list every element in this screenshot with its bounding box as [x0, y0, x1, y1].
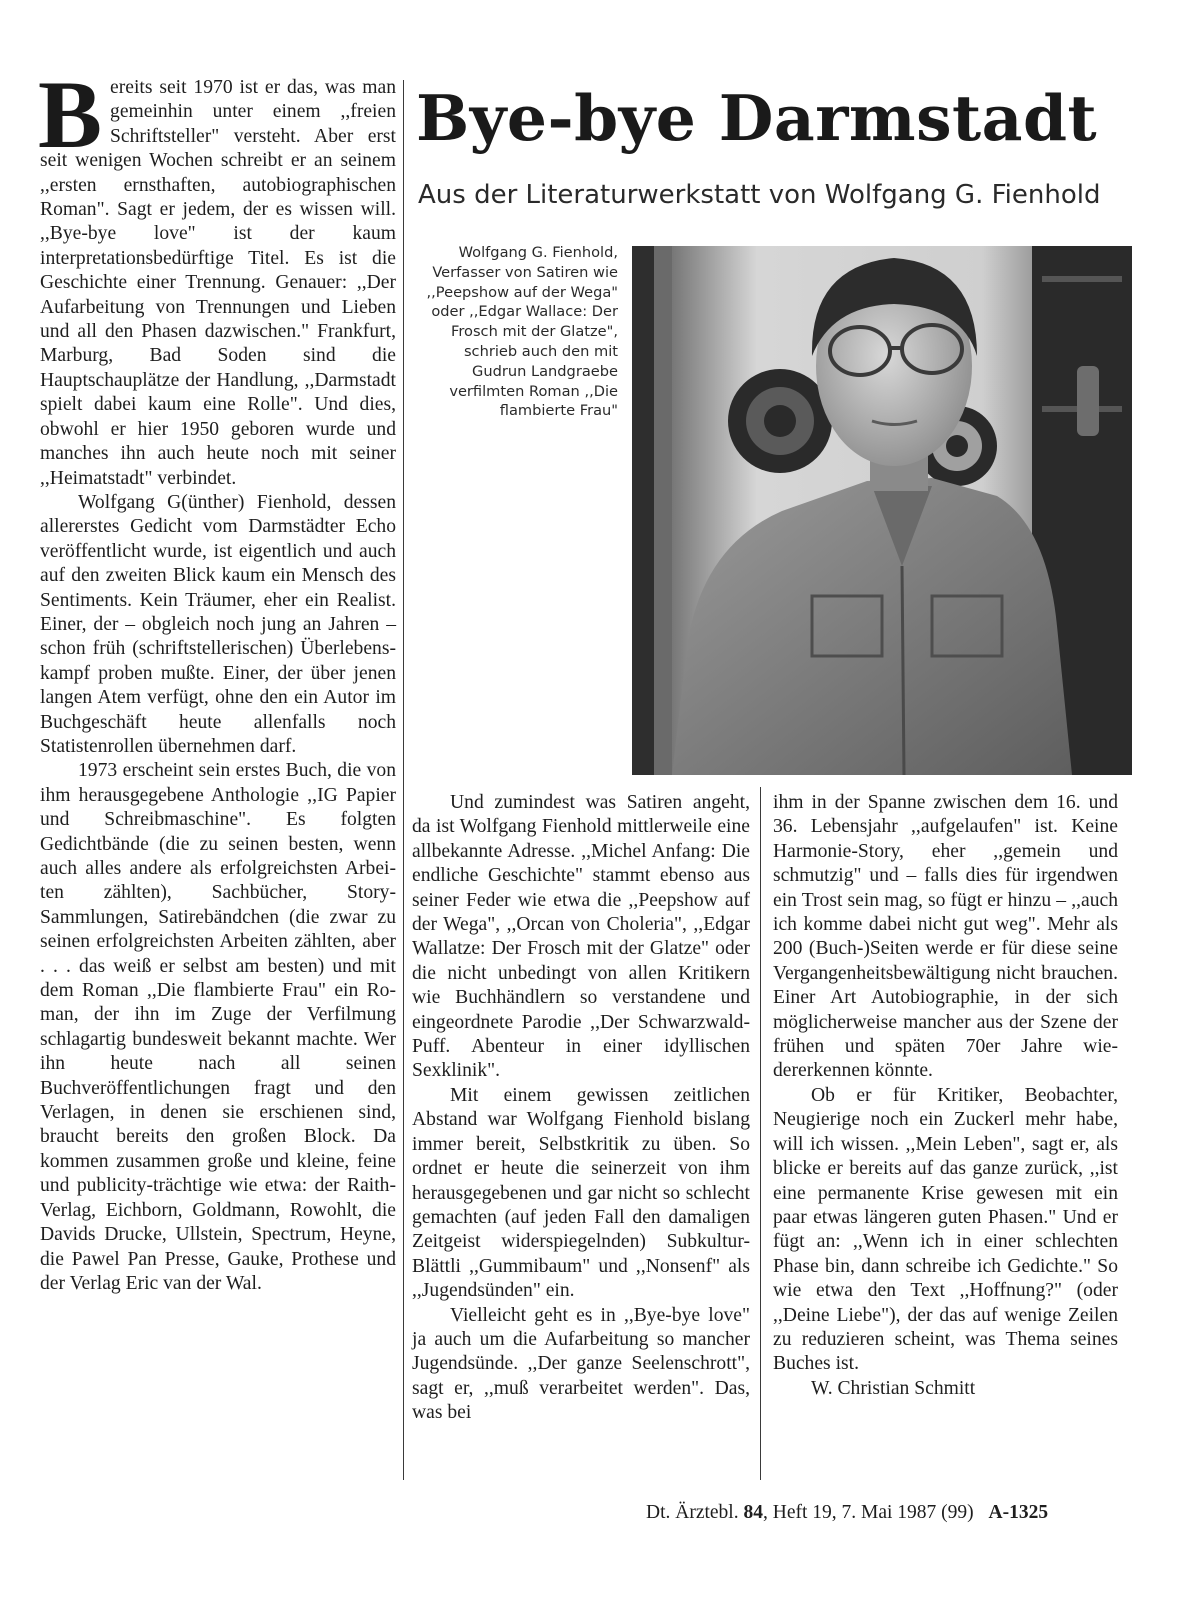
column-divider-rule [760, 787, 761, 1480]
paragraph: ihm in der Spanne zwischen dem 16. und 36. Lebensjahr ,,aufgelaufen" ist. Keine Harmonie-Story, eher ,,gemein und schmutzig" und – falls dies für irgendwen ein Trost sein mag, so fügt er hinzu – ,,auch ich komme dabei nicht gut weg". Mehr als 200 (Buch-)Seiten werde er für diese seine Vergangenheitsbewältigung nicht brauchen. Einer Art Autobiographie, in der sich möglicherweise mancher aus der Szene der frühen und späten 70er Jahre wiedererkennen könnte. [773, 792, 1118, 1082]
photo-caption: Wolfgang G. Fienhold, Verfasser von Satiren wie ,,Peepshow auf der Wega" oder ,,Edgar Wallace: Der Frosch mit der Glatze", schrieb auch den mit Gudrun Landgraebe verfilmten Roman ,,Die flambierte Frau" [426, 244, 618, 420]
drop-cap: B [38, 61, 103, 168]
page-number: A-1325 [988, 1502, 1049, 1523]
article-column-2 [412, 791, 750, 1426]
journal-volume: 84 [743, 1502, 763, 1523]
author-portrait-photo [632, 246, 1132, 775]
column-divider-rule [403, 80, 404, 1480]
paragraph: Wolfgang G(ünther) Fienhold, dessen allererstes Gedicht vom Darmstädter Echo veröffentlicht wurde, ist eigentlich und auch auf den zweiten Blick kaum ein Mensch des Sentiments. Kein Träumer, eher ein Realist. Einer, der – obgleich noch jung an Jahren – schon früh (schriftstellerischen) Überlebenskampf proben mußte. Einer, der über jenen langen Atem verfügt, ohne den ein Autor im Buchgeschäft heute allenfalls noch Statistenrollen übernehmen darf. [40, 491, 396, 757]
paragraph: Vielleicht geht es in ,,Bye-bye love" ja auch um die Aufarbeitung so mancher Jugendsünde. ,,Der ganze Seelenschrott", sagt er, ,,muß verarbeitet werden". Das, was bei [412, 1304, 750, 1424]
author-signature: W. Christian Schmitt [811, 1377, 976, 1399]
page-footer [646, 1501, 1126, 1525]
article-subheadline: Aus der Literaturwerkstatt von Wolfgang G. Fienhold [418, 180, 1101, 210]
paragraph: 1973 erscheint sein erstes Buch, die von ihm herausgegebene Anthologie ,,IG Papier und Schreibmaschine". Es folgten Gedichtbände (die zu seinen besten, wenn auch alles andere als erfolgreichsten Arbeiten zählten), Sachbücher, Story-Sammlungen, Satirebändchen (die zwar zu seinen erfolgreichsten Arbeiten zählten, aber . . . das weiß er selbst am besten) und mit dem Roman ,,Die flambierte Frau" ein Roman, der ihn im Zuge der Verfilmung schlagartig bundesweit bekannt machte. Wer ihn heute nach all seinen Buchveröffentlichungen fragt und den Verlagen, in denen sie erschienen sind, braucht bereits den großen Block. Da kommen zusammen große und kleine, feine und publicity-trächtige wie etwa: der Raith-Verlag, Eichborn, Goldmann, Rowohlt, die Davids Drucke, Ullstein, Spectrum, Heyne, die Pawel Pan Presse, Gauke, Prothese und der Verlag Eric van der Wal. [40, 760, 396, 1294]
article-headline: Bye-bye Darmstadt [416, 81, 1098, 155]
journal-issue: , Heft 19, 7. Mai 1987 (99) [762, 1502, 974, 1523]
article-column-3 [773, 791, 1118, 1401]
paragraph [38, 61, 396, 491]
paragraph: Mit einem gewissen zeitlichen Abstand war Wolfgang Fienhold bislang immer bereit, Selbstkritik zu üben. So ordnet er heute die seinerzeit von ihm herausgegebenen und gar nicht so schlecht gemachten (auf jeden Fall den damaligen Zeitgeist widerspiegelnden) Subkultur-Blättli ,,Gummibaum" und ,,Nonsenf" als ,,Jugendsünden" ein. [412, 1084, 750, 1302]
journal-name: Dt. Ärztebl. [646, 1502, 739, 1523]
paragraph-text: ereits seit 1970 ist er das, was man gemeinhin unter einem ,,freien Schriftsteller" versteht. Aber erst seit wenigen Wochen schreibt er an seinem ,,ersten ernsthaften, autobiographischen Roman". Sagt er jedem, der es wissen will. ,,Bye-bye love" ist der kaum interpretationsbedürftige Titel. Es ist die Geschichte einer Trennung. Genauer: ,,Der Aufarbeitung von Trennungen und Lieben und all den Phasen dazwischen." Frankfurt, Marburg, Bad Soden sind die Hauptschauplätze der Handlung, ,,Darmstadt spielt dabei kaum eine Rolle". Und dies, obwohl er hier 1950 geboren wurde und manches ihn auch heute noch mit seiner ,,Heimatstadt" verbindet. [40, 77, 396, 489]
article-column-1 [38, 61, 396, 1296]
paragraph: Ob er für Kritiker, Beobachter, Neugierige noch ein Zuckerl mehr habe, will ich wissen. ,,Mein Leben", sagt er, als blicke er bereits auf das ganze zurück, ,,ist eine permanente Krise gewesen mit ein paar etwas längeren guten Phasen." Und er fügt an: ,,Wenn ich in einer schlechten Phase bin, dann schreibe ich Gedichte." So wie etwa den Text ,,Hoffnung?" (oder ,,Deine Liebe"), der das auf wenige Zeilen zu reduzieren scheint, was Thema seines Buches ist. [773, 1084, 1118, 1375]
paragraph: Und zumindest was Satiren angeht, da ist Wolfgang Fienhold mittlerweile eine allbekannte Adresse. ,,Michel Anfang: Die endliche Geschichte" stammt ebenso aus seiner Feder wie etwa die ,,Peepshow auf der Wega", ,,Orcan von Choleria", ,,Edgar Wallatze: Der Frosch mit der Glatze" oder die nicht unbedingt von allen Kritikern wie Buchhändlern so verstandene und eingeordnete Parodie ,,Der Schwarzwald-Puff. Abenteur in einer idyllischen Sexklinik". [412, 792, 750, 1082]
